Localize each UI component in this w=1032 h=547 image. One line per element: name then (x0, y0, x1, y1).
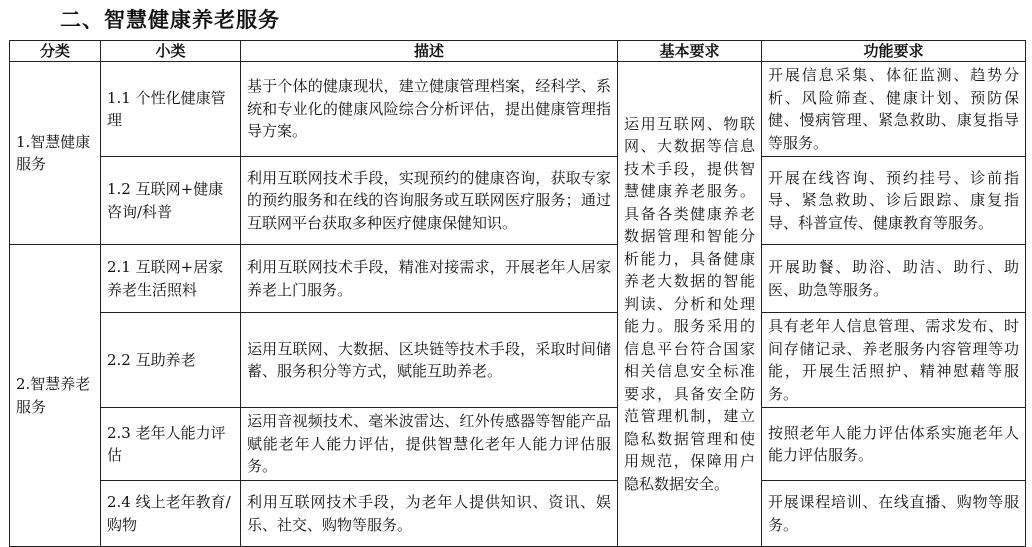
subcategory-cell: 1.2 互联网+健康咨询/科普 (101, 157, 241, 245)
section-title: 二、智慧健康养老服务 (60, 8, 280, 32)
description-cell: 利用互联网技术手段，实现预约的健康咨询，获取专家的预约服务和在线的咨询服务或互联网医疗服务；通过互联网平台获取多种医疗健康保健知识。 (241, 157, 618, 245)
subcategory-cell: 1.1 个性化健康管理 (101, 62, 241, 157)
table-row (10, 62, 1026, 157)
category-cell: 2.智慧养老服务 (10, 245, 101, 547)
services-table (9, 40, 1026, 547)
header-function-requirement: 功能要求 (762, 41, 1026, 62)
subcategory-cell: 2.1 互联网+居家养老生活照料 (101, 245, 241, 313)
description-cell: 利用互联网技术手段，为老年人提供知识、资讯、娱乐、社交、购物等服务。 (241, 481, 618, 547)
description-cell: 运用互联网、大数据、区块链等技术手段，采取时间储蓄、服务积分等方式，赋能互助养老。 (241, 313, 618, 408)
basic-requirement-cell: 运用互联网、物联网、大数据等信息技术手段，提供智慧健康养老服务。具备各类健康养老数据管理和智能分析能力，具备健康养老大数据的智能判读、分析和处理能力。服务采用的信息平台符合国家相关信息安全标准要求，具备安全防范管理机制，建立隐私数据管理和使用规范，保障用户隐私数据安全。 (618, 62, 762, 547)
table-row (10, 481, 1026, 547)
function-requirement-cell: 开展在线咨询、预约挂号、诊前指导、紧急救助、诊后跟踪、康复指导、科普宣传、健康教育等服务。 (762, 157, 1026, 245)
function-requirement-cell: 具有老年人信息管理、需求发布、时间存储记录、养老服务内容管理等功能，开展生活照护、精神慰藉等服务。 (762, 313, 1026, 408)
subcategory-cell: 2.2 互助养老 (101, 313, 241, 408)
function-requirement-cell: 开展信息采集、体征监测、趋势分析、风险筛查、健康计划、预防保健、慢病管理、紧急救助、康复指导等服务。 (762, 62, 1026, 157)
subcategory-cell: 2.4 线上老年教育/购物 (101, 481, 241, 547)
function-requirement-cell: 按照老年人能力评估体系实施老年人能力评估服务。 (762, 408, 1026, 481)
subcategory-cell: 2.3 老年人能力评估 (101, 408, 241, 481)
header-basic-requirement: 基本要求 (618, 41, 762, 62)
table-header-row (10, 41, 1026, 62)
table-row (10, 157, 1026, 245)
header-description: 描述 (241, 41, 618, 62)
category-cell: 1.智慧健康服务 (10, 62, 101, 245)
table-row (10, 313, 1026, 408)
function-requirement-cell: 开展助餐、助浴、助洁、助行、助医、助急等服务。 (762, 245, 1026, 313)
header-subcategory: 小类 (101, 41, 241, 62)
table-row (10, 245, 1026, 313)
description-cell: 基于个体的健康现状，建立健康管理档案，经科学、系统和专业化的健康风险综合分析评估，提出健康管理指导方案。 (241, 62, 618, 157)
table-row (10, 408, 1026, 481)
function-requirement-cell: 开展课程培训、在线直播、购物等服务。 (762, 481, 1026, 547)
header-category: 分类 (10, 41, 101, 62)
description-cell: 利用互联网技术手段，精准对接需求，开展老年人居家养老上门服务。 (241, 245, 618, 313)
description-cell: 运用音视频技术、毫米波雷达、红外传感器等智能产品赋能老年人能力评估，提供智慧化老年人能力评估服务。 (241, 408, 618, 481)
